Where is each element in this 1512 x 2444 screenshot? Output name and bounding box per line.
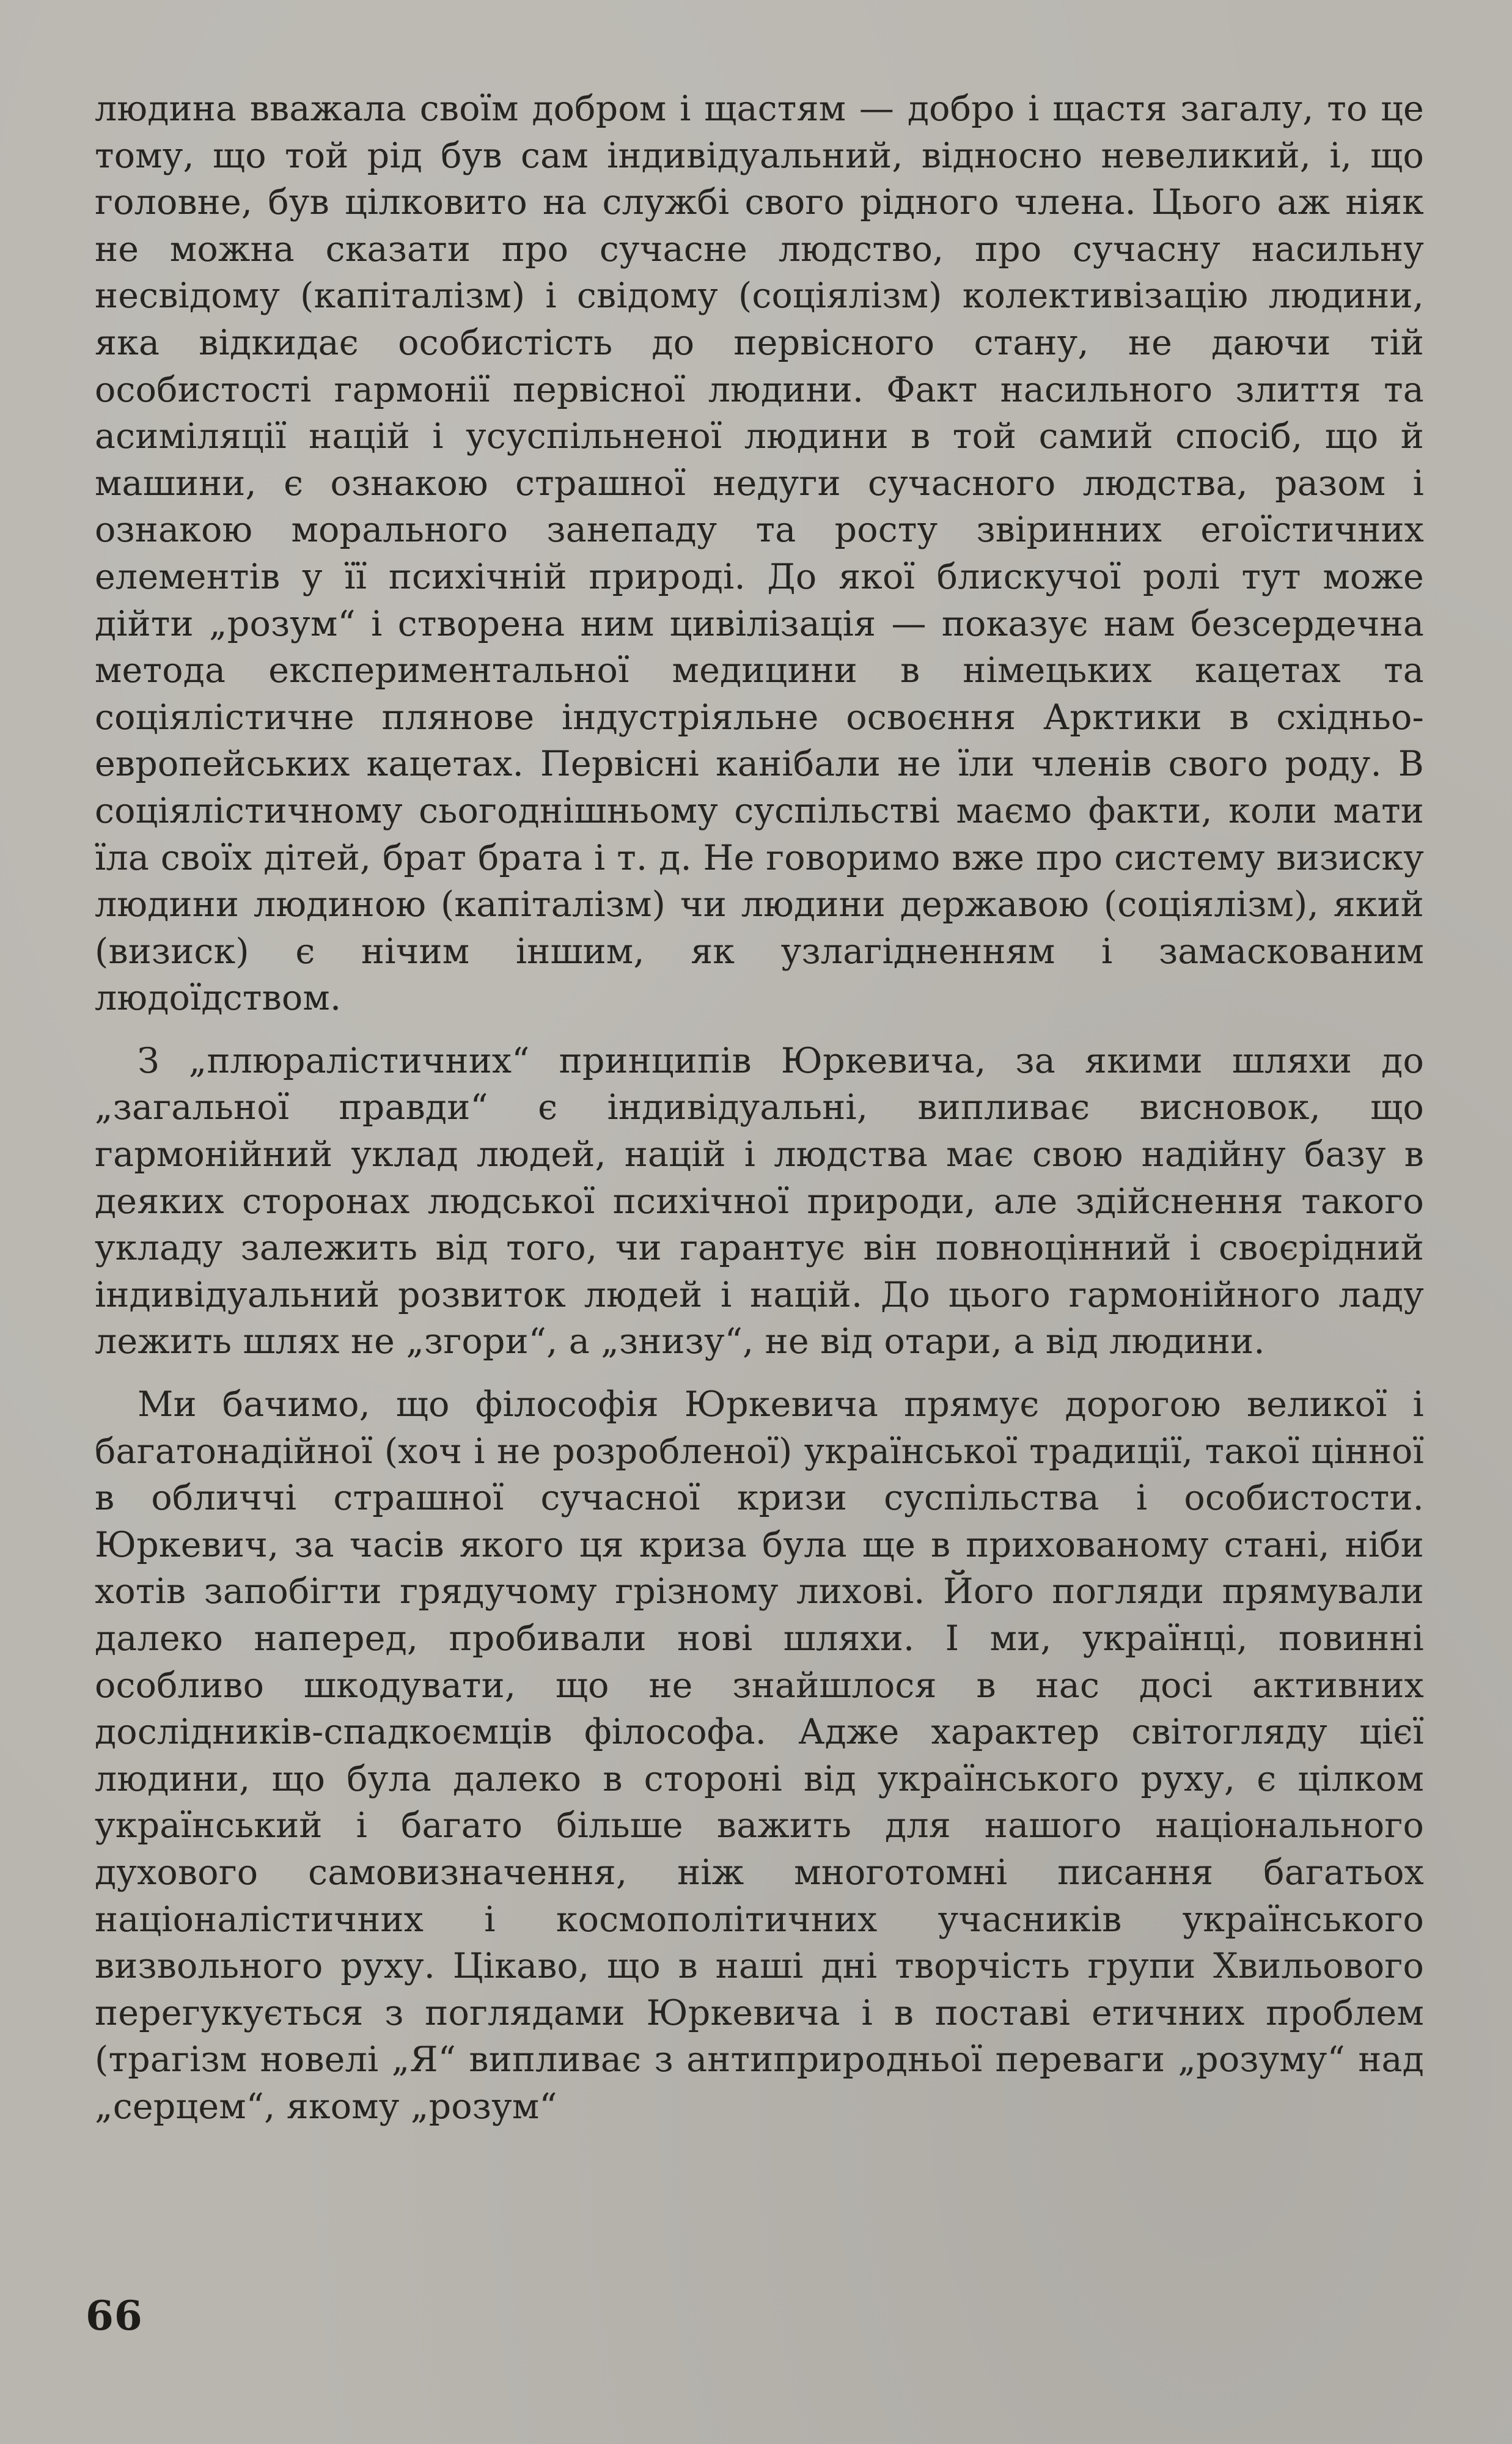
paragraph-1: людина вважала своїм добром і щастям — добро і щастя загалу, то це тому, що той рід був сам індивідуальний, відносно невеликий, і, що головне, був цілковито на службі свого рідного члена. Цього аж ніяк не можна сказати про сучасне людство, про сучасну насильну несвідому (капіталізм) і свідому (соціялізм) колективізацію людини, яка відкидає особистість до первісного стану, не даючи тій особистості гармонії первісної людини. Факт насильного злиття та асиміляції націй і усуспільненої людини в той самий спосіб, що й машини, є ознакою страшної недуги сучасного людства, разом і ознакою морального занепаду та росту звіринних егоїстичних елементів у її психічній природі. До якої блискучої ролі тут може дійти „розум“ і створена ним цивілізація — показує нам безсердечна метода експериментальної медицини в німецьких кацетах та соціялістичне плянове індустріяльне освоєння Арктики в східньо-европейських кацетах. Первісні канібали не їли членів свого роду. В соціялістичному сьогоднішньому суспільстві маємо факти, коли мати їла своїх дітей, брат брата і т. д. Не говоримо вже про систему визиску людини людиною (капіталізм) чи людини державою (соціялізм), який (визиск) є нічим іншим, як узлагідненням і замаскованим людоїдством. xyxy=(95,89,1424,1019)
paragraph-3: Ми бачимо, що філософія Юркевича прямує дорогою великої і багатонадійної (хоч і не розробленої) української традиції, такої цінної в обличчі страшної сучасної кризи суспільства і особистости. Юркевич, за часів якого ця криза була ще в прихованому стані, ніби хотів запобігти грядучому грізному лихові. Його погляди прямували далеко наперед, пробивали нові шляхи. І ми, українці, повинні особливо шкодувати, що не знайшлося в нас досі активних дослідників-спадкоємців філософа. Адже характер світогляду цієї людини, що була далеко в стороні від українського руху, є цілком український і багато більше важить для нашого національного духового самовизначення, ніж многотомні писання багатьох націоналістичних і космополітичних учасників українського визвольного руху. Цікаво, що в наші дні творчість групи Хвильового перегукується з поглядами Юркевича і в поставі етичних проблем (трагізм новелі „Я“ випливає з антиприродньої переваги „розуму“ над „серцем“, якому „розум“ xyxy=(95,1384,1424,2127)
paragraph-2: З „плюралістичних“ принципів Юркевича, за якими шляхи до „загальної правди“ є індивідуальні, випливає висновок, що гармонійний уклад людей, націй і людства має свою надійну базу в деяких сторонах людської психічної природи, але здійснення такого укладу залежить від того, чи гарантує він повноцінний і своєрідний індивідуальний розвиток людей і націй. До цього гармонійного ладу лежить шлях не „згори“, а „знизу“, не від отари, а від людини. xyxy=(95,1040,1424,1362)
body-text xyxy=(95,86,1424,2130)
page-number: 66 xyxy=(86,2292,143,2339)
